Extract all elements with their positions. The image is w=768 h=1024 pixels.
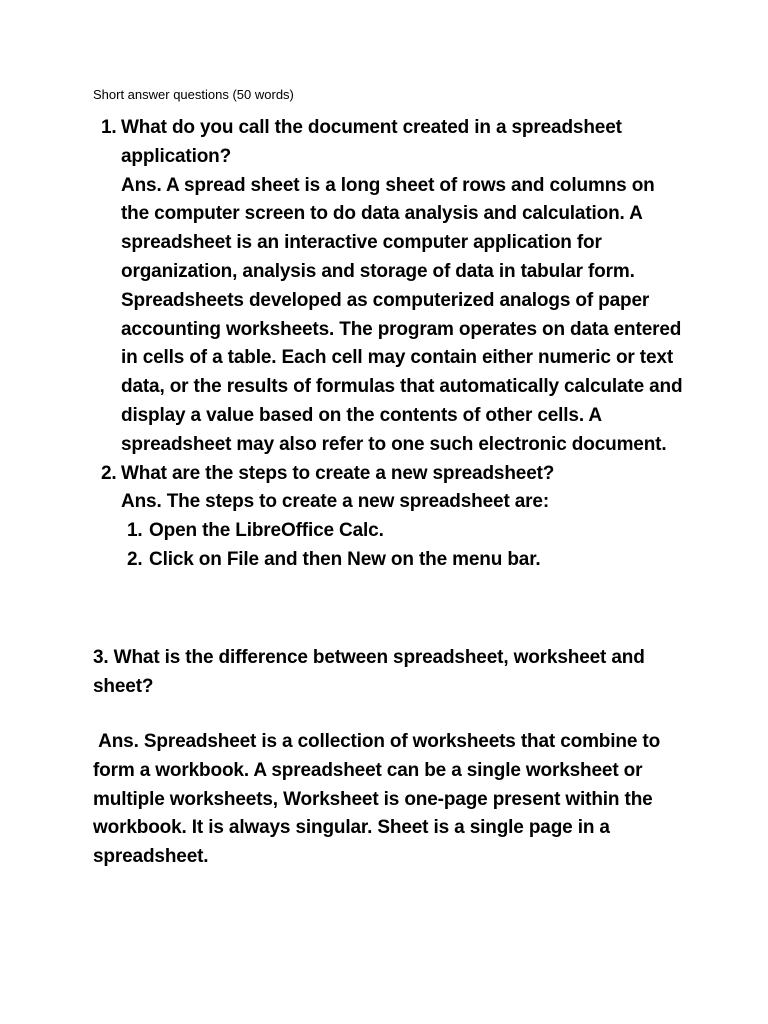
question-3-text: 3. What is the difference between spreadsheet, worksheet and sheet?: [93, 647, 645, 697]
step-text: Open the LibreOffice Calc.: [149, 520, 384, 542]
step-text: Click on File and then New on the menu bar.: [149, 548, 541, 570]
question-3-answer: [93, 728, 683, 872]
answer-text: Ans. The steps to create a new spreadsheet are:: [121, 491, 550, 513]
question-text: What are the steps to create a new spreadsheet?: [121, 462, 555, 484]
question-number: 2.: [101, 462, 117, 484]
steps-list: [121, 517, 683, 575]
step-number: 1.: [127, 520, 143, 542]
page-heading: Short answer questions (50 words): [93, 87, 294, 102]
answer-text: Ans. Spreadsheet is a collection of worksheets that combine to form a workbook. A spreadsheet can be a single worksheet or multiple worksheets, Worksheet is one-page present within the workbook. It is always singular. Sheet is a single page in a spreadsheet.: [93, 731, 661, 868]
question-item-1: [93, 114, 683, 460]
question-item-2: [93, 460, 683, 575]
question-text: What do you call the document created in a spreadsheet application?: [121, 117, 622, 167]
step-number: 2.: [127, 548, 143, 570]
question-list: [93, 114, 683, 575]
question-number: 1.: [101, 117, 117, 138]
answer-text: Ans. A spread sheet is a long sheet of rows and columns on the computer screen to do data analysis and calculation. A spreadsheet is an interactive computer application for organization, analysis and storage of data in tabular form. Spreadsheets developed as computerized analogs of paper accounting worksheets. The program operates on data entered in cells of a table. Each cell may contain either numeric or text data, or the results of formulas that automatically calculate and display a value based on the contents of other cells. A spreadsheet may also refer to one such electronic document.: [121, 174, 683, 455]
step-item: [121, 546, 683, 575]
step-item: [121, 517, 683, 546]
